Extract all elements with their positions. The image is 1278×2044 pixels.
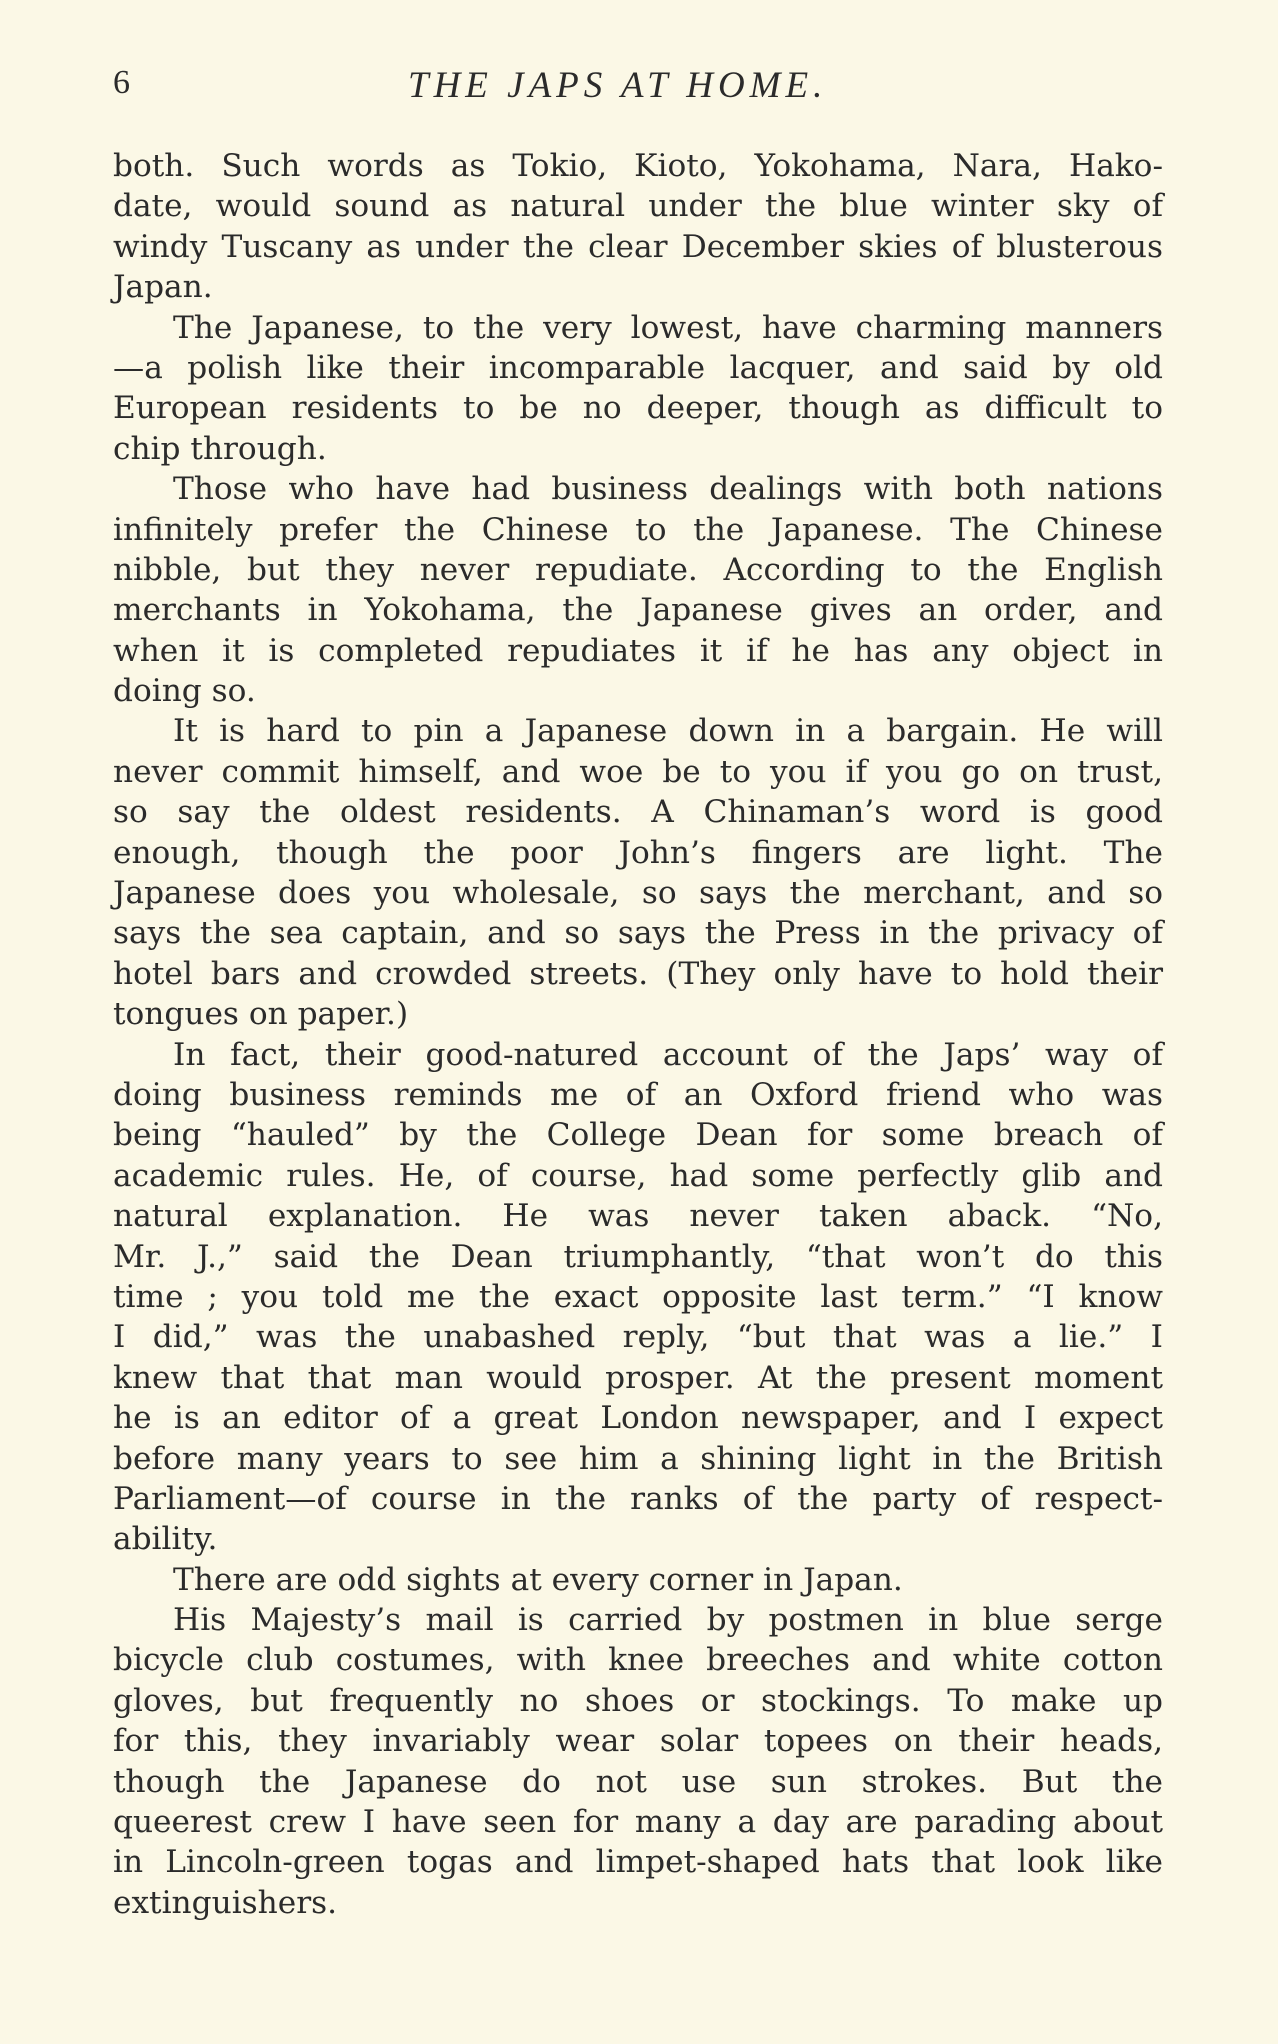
body-text — [113, 146, 1163, 1923]
text-line: hotel bars and crowded streets. (They only have to hold their — [113, 955, 1163, 992]
text-line: time ; you told me the exact opposite last term.” “I know — [113, 1278, 1163, 1315]
text-line: There are odd sights at every corner in Japan. — [173, 1561, 903, 1598]
text-line: Japan. — [113, 269, 213, 306]
text-line: in Lincoln-green togas and limpet-shaped hats that look like — [113, 1844, 1163, 1881]
text-line: bicycle club costumes, with knee breeches and white cotton — [113, 1642, 1163, 1679]
text-line: academic rules. He, of course, had some perfectly glib and — [113, 1157, 1163, 1194]
text-line: I did,” was the unabashed reply, “but that was a lie.” I — [113, 1319, 1163, 1356]
text-line: so say the oldest residents. A Chinaman’s word is good — [113, 794, 1163, 831]
text-line: queerest crew I have seen for many a day are parading about — [113, 1804, 1163, 1841]
text-line: nibble, but they never repudiate. According to the English — [113, 551, 1163, 588]
text-line: Parliament—of course in the ranks of the party of respect- — [113, 1480, 1163, 1517]
text-line: —a polish like their incomparable lacquer, and said by old — [113, 349, 1163, 386]
text-line: for this, they invariably wear solar topees on their heads, — [113, 1723, 1163, 1760]
text-line: It is hard to pin a Japanese down in a bargain. He will — [173, 713, 1163, 750]
text-line: knew that that man would prosper. At the present moment — [113, 1359, 1163, 1396]
text-line: Those who have had business dealings with both nations — [173, 471, 1163, 508]
text-line: windy Tuscany as under the clear December skies of blusterous — [113, 228, 1163, 265]
text-line: Japanese does you wholesale, so says the merchant, and so — [113, 875, 1163, 912]
text-line: before many years to see him a shining light in the British — [113, 1440, 1163, 1477]
text-line: In fact, their good-natured account of the Japs’ way of — [173, 1036, 1163, 1073]
running-title: THE JAPS AT HOME. — [408, 65, 828, 106]
text-line: never commit himself, and woe be to you if you go on trust, — [113, 753, 1163, 790]
text-line: European residents to be no deeper, though as difficult to — [113, 390, 1163, 427]
text-line: he is an editor of a great London newspaper, and I expect — [113, 1400, 1163, 1437]
text-line: though the Japanese do not use sun strokes. But the — [113, 1763, 1163, 1800]
text-line: ability. — [113, 1521, 218, 1558]
text-line: infinitely prefer the Chinese to the Japanese. The Chinese — [113, 511, 1163, 548]
text-line: chip through. — [113, 430, 327, 467]
text-line: doing so. — [113, 673, 256, 710]
text-line: His Majesty’s mail is carried by postmen in blue serge — [173, 1602, 1163, 1639]
text-line: natural explanation. He was never taken aback. “No, — [113, 1198, 1163, 1235]
text-line: Mr. J.,” said the Dean triumphantly, “that won’t do this — [113, 1238, 1163, 1275]
text-line: being “hauled” by the College Dean for some breach of — [113, 1117, 1163, 1154]
text-line: enough, though the poor John’s fingers are light. The — [113, 834, 1163, 871]
text-line: both. Such words as Tokio, Kioto, Yokohama, Nara, Hako- — [113, 148, 1163, 184]
text-line: says the sea captain, and so says the Press in the privacy of — [113, 915, 1163, 952]
page-number: 6 — [113, 64, 131, 101]
text-line: extinguishers. — [113, 1884, 338, 1921]
text-line: doing business reminds me of an Oxford friend who was — [113, 1076, 1163, 1113]
text-line: gloves, but frequently no shoes or stockings. To make up — [113, 1682, 1163, 1719]
text-line: when it is completed repudiates it if he has any object in — [113, 632, 1163, 669]
running-head — [113, 64, 1163, 114]
text-line: merchants in Yokohama, the Japanese gives an order, and — [113, 592, 1163, 629]
text-line: date, would sound as natural under the blue winter sky of — [113, 188, 1163, 225]
text-line: The Japanese, to the very lowest, have charming manners — [173, 309, 1163, 346]
text-line: tongues on paper.) — [113, 996, 409, 1033]
